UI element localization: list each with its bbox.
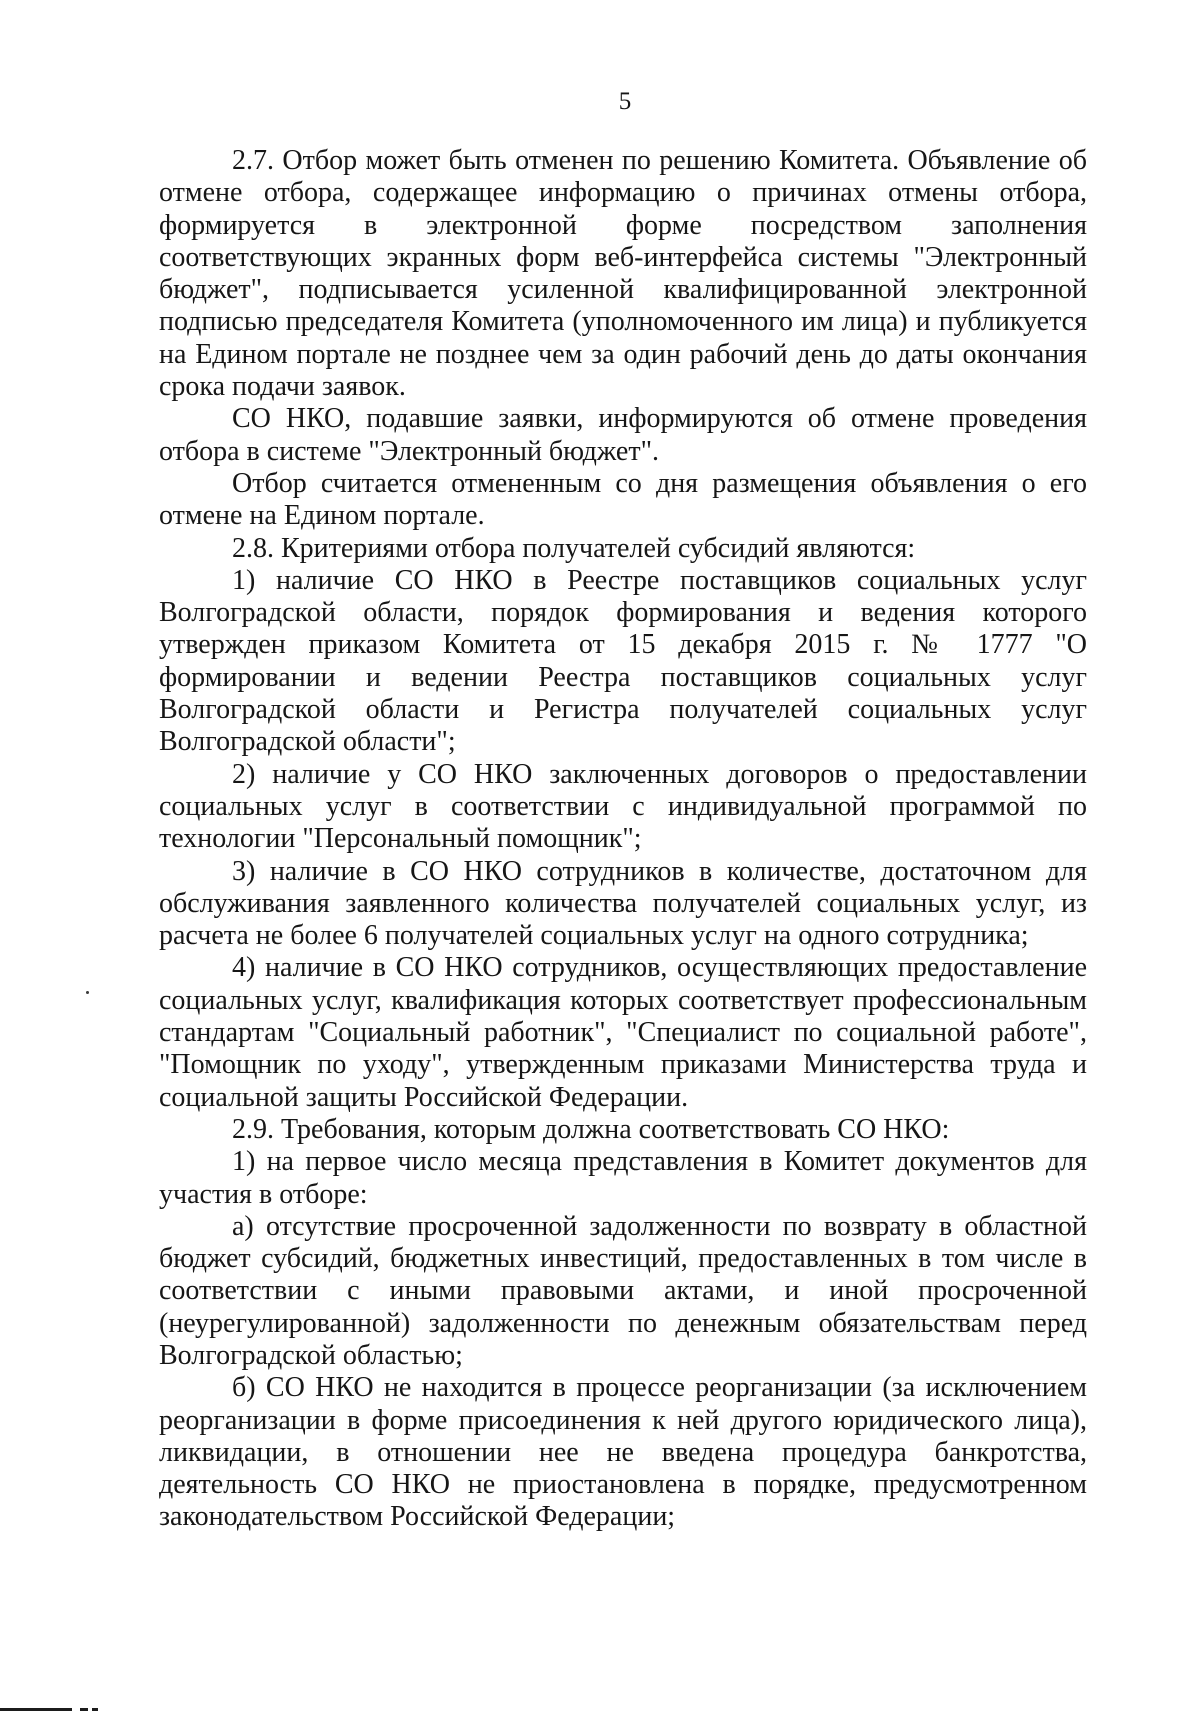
page-number: 5 (618, 88, 632, 115)
paragraph-2-7: 2.7. Отбор может быть отменен по решению Комитета. Объявление об отмене отбора, содержащее информацию о причинах отмены отбора, формируется в электронной форме посредством заполнения соответствующих экранных форм веб-интерфейса системы "Электронный бюджет", подписывается усиленной квалифицированной электронной подписью председателя Комитета (уполномоченного им лица) и публикуется на Едином портале не позднее чем за один рабочий день до даты окончания срока подачи заявок. (159, 145, 1087, 403)
scan-edge-line (0, 1708, 72, 1711)
list-item-requirement-a: а) отсутствие просроченной задолженности по возврату в областной бюджет субсидий, бюджетных инвестиций, предоставленных в том числе в соответствии с иными правовыми актами, и иной просроченной (неурегулированной) задолженности по денежным обязательствам перед Волгоградской областью; (159, 1210, 1087, 1371)
scan-speck (86, 991, 89, 994)
list-item-criterion-4: 4) наличие в СО НКО сотрудников, осуществляющих предоставление социальных услуг, квалификация которых соответствует профессиональным стандартам "Социальный работник", "Специалист по социальной работе", "Помощник по уходу", утвержденным приказами Министерства труда и социальной защиты Российской Федерации. (159, 952, 1087, 1113)
list-item-criterion-1: 1) наличие СО НКО в Реестре поставщиков социальных услуг Волгоградской области, порядок формирования и ведения которого утвержден приказом Комитета от 15 декабря 2015 г. № 1777 "О формировании и ведении Реестра поставщиков социальных услуг Волгоградской области и Регистра получателей социальных услуг Волгоградской области"; (159, 564, 1087, 758)
list-item-requirement-b: б) СО НКО не находится в процессе реорганизации (за исключением реорганизации в форме присоединения к ней другого юридического лица), ликвидации, в отношении нее не введена процедура банкротства, деятельность СО НКО не приостановлена в порядке, предусмотренном законодательством Российской Федерации; (159, 1372, 1087, 1533)
list-item-criterion-3: 3) наличие в СО НКО сотрудников в количестве, достаточном для обслуживания заявленного количества получателей социальных услуг, из расчета не более 6 получателей социальных услуг на одного сотрудника; (159, 855, 1087, 952)
paragraph-cancellation-date: Отбор считается отмененным со дня размещения объявления о его отмене на Едином портале. (159, 467, 1087, 532)
document-body (159, 145, 1087, 1534)
list-item-criterion-2: 2) наличие у СО НКО заключенных договоров о предоставлении социальных услуг в соответствии с индивидуальной программой по технологии "Персональный помощник"; (159, 758, 1087, 855)
scan-edge-dash (92, 1708, 98, 1711)
list-item-requirement-1: 1) на первое число месяца представления в Комитет документов для участия в отборе: (159, 1146, 1087, 1210)
paragraph-2-8: 2.8. Критериями отбора получателей субсидий являются: (232, 532, 916, 564)
paragraph-notification: СО НКО, подавшие заявки, информируются об отмене проведения отбора в системе "Электронный бюджет". (159, 403, 1087, 467)
scan-edge-dash (80, 1708, 88, 1711)
paragraph-2-9: 2.9. Требования, которым должна соответствовать СО НКО: (232, 1113, 950, 1145)
